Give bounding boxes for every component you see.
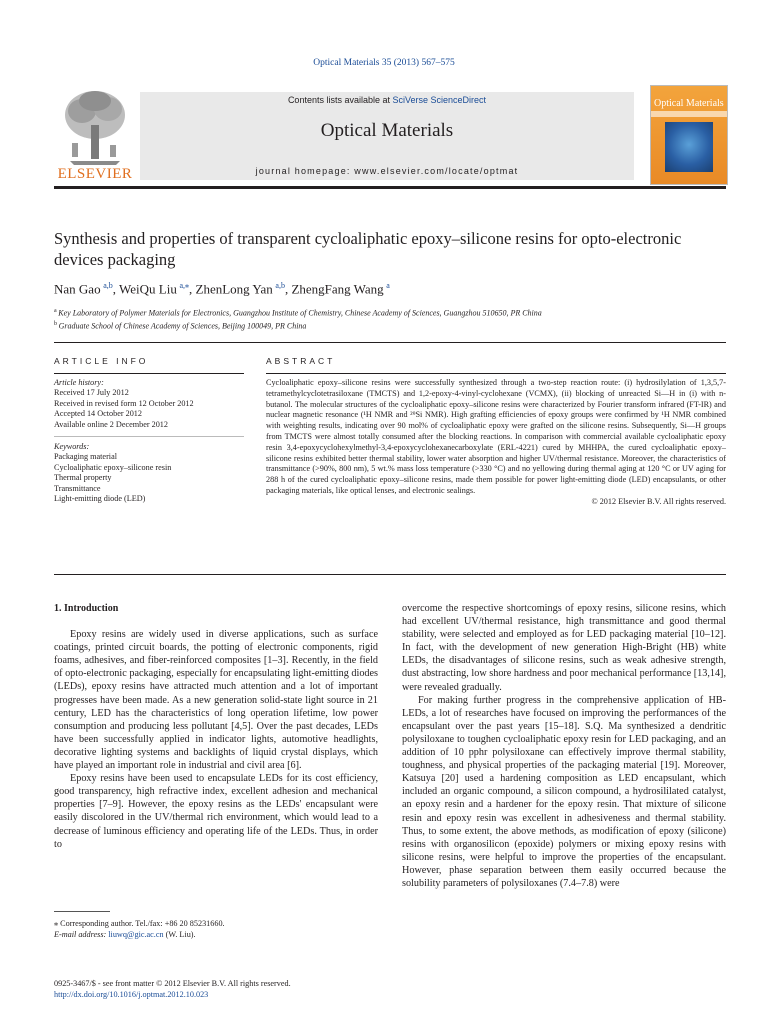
front-matter [54,978,454,1000]
keyword-item: Light-emitting diode (LED) [54,494,146,504]
body-paragraph: For making further progress in the comprehensive application of HB-LEDs, a lot of researches have focused on improving the performances of the encapsulant over the past years [15–18]. S.Q. Ma synthesized a dendritic polysiloxane to toughen cycloaliphatic epoxy resin for LED packaging, and an addition of 10 pphr polysiloxane can effectively improve thermal stability, toughness, and physical properties of the packaging material [19]. Moreover, Katsuya [20] used a hardening composition as LED encapsulant, which included an organic compound, a silicon compound, a hydrosililated catalyst, an epoxy resin and a hardener for the epoxy resin. That mixture of silicone resin and epoxy resin was excellent in adhesiveness and thermal stability. Thus, to some extent, the above methods, as modification of epoxy (silicone) resins with organosilicon (epoxide) polymers or mixing epoxy resins with silicone resins, were helpful to improve the properties of the encapsulant. However, phase separation between them easily occurred because the solubility parameters of polysiloxanes (7.4–7.8) were [402,694,726,889]
email-note: E-mail address: liuwq@gic.ac.cn (W. Liu). [54,930,196,939]
journal-citation[interactable]: Optical Materials 35 (2013) 567–575 [313,58,455,68]
history-item: Received 17 July 2012 [54,388,129,398]
body-column-left [54,602,378,851]
affiliation-item: $^b$ Graduate School of Chinese Academy of Sciences, Beijing 100049, PR China [54,320,307,331]
article-title: Synthesis and properties of transparent cycloaliphatic epoxy–silicone resins for opto-electronic devices packaging [54,229,682,269]
body-column-right [402,602,726,890]
author-name: WeiQu Liu [119,281,177,297]
author-name: ZhenLong Yan [195,281,273,297]
abstract-heading: ABSTRACT [266,356,336,366]
journal-homepage[interactable]: journal homepage: www.elsevier.com/locate/optmat [255,166,519,176]
body-paragraph: Epoxy resins have been used to encapsulate LEDs for its cost efficiency, good transparency, high refractive index, excellent adhesion and mechanical properties [7–9]. However, the epoxy resins as the LEDs' encapsulant were easily discolored in the UV/thermal rich environment, which would lead to a decrease of luminous efficiency and operating life of the LEDs. Thus, in order to [54,773,378,850]
keyword-item: Transmittance [54,483,101,493]
cover-strip [651,111,727,117]
contents-line [140,95,634,105]
history-item: Accepted 14 October 2012 [54,409,142,419]
abstract-rule [266,373,726,374]
journal-banner [140,92,634,180]
journal-cover[interactable] [650,85,728,185]
history-label: Article history: [54,378,104,387]
journal-title: Optical Materials [320,120,454,141]
body-paragraph: overcome the respective shortcomings of epoxy resins, silicone resins, which had excellent UV/thermal resistance, high transmittance and good thermal stability, were selected and employed as for LED packaging material [10–12]. In fact, with the development of new generation High-Bright (HB) white LEDs, the disadvantages of silicone resins, such as weak adhesive strength, dust abstracting, low shore hardness and poor mechanical performance [13,14], were revealed gradually. [402,603,726,693]
footnote-rule [54,911,110,912]
author-affiliation-marker[interactable]: a,⁎ [179,281,189,290]
abstract-bottom-rule [54,574,726,575]
author-affiliation-marker[interactable]: a,b [275,281,285,290]
affiliations [54,306,726,331]
issn-line: 0925-3467/$ - see front matter © 2012 Elsevier B.V. All rights reserved. [54,979,291,988]
author-affiliation-marker[interactable]: a,b [103,281,113,290]
affiliation-item: $^a$ Key Laboratory of Polymer Materials for Electronics, Guangzhou Institute of Chemistry, Chinese Academy of Sciences, Guangzhou 510650, PR China [54,308,542,318]
elsevier-tree-icon [60,87,130,167]
article-info-rule [54,373,244,374]
keywords-label: Keywords: [54,442,90,452]
history-item: Received in revised form 12 October 2012 [54,398,194,408]
abstract-copyright: © 2012 Elsevier B.V. All rights reserved. [591,496,726,506]
abstract-text: Cycloaliphatic epoxy–silicone resins were successfully synthesized through a two-step reaction route: (i) hydrosilylation of 1,3,5,7-tetramethylcyclotetrasiloxane (TMCTS) and 1,2-epoxy-4-vinyl-cyclohexane (VCMX), (ii) blocking of unreacted Si—H in (i) with n-butanol. The molecular structures of the cycloaliphatic epoxy–silicone resins were characterized by Fourier transform infrared (FT-IR) and nuclear magnetic resonance (¹H NMR and ²⁹Si NMR). High grafting efficiencies of epoxy groups were confirmed by ¹H NMR combined with weighting results, indicating over 90 mol% of cycloaliphatic epoxy were grafted on the silicone resins. Subsequently, Si—H groups from TMCTS were almost totally consumed after the blocking reactions. In comparison with commercial available cycloaliphatic epoxy resin 3,4-epoxycyclohexylmethyl-3,4-epoxycyclohexanecarboxylate (ERL-4221) cured by MHHPA, the cured cycloaliphatic epoxy–silicone resins exhibited better thermal stability, lower water absorption and higher UV/thermal resistance. Moreover, the characteristics of transmittance (>90%, 800 nm), 5 wt.% mass loss temperature (>330 °C) and no yellowing during thermal aging at 120 °C or UV aging for 288 h of the cured cycloaliphatic epoxy–silicone resins, made them possible for power light-emitting diode (LED) encapsulants, or other packaging materials, like optical lenses, and electronic sealings. [266,378,726,495]
abstract-body [266,378,726,508]
corresponding-author-note: ⁎ Corresponding author. Tel./fax: +86 20 85231660. [54,919,225,928]
body-paragraph: Epoxy resins are widely used in diverse applications, such as surface coatings, printed circuit boards, the potting of electronic components, rigid foams, adhesives, and fiber-reinforced composites [1–3]. Recently, in the field of opto-electronic packaging, especially for encapsulating light-emitting diodes (LEDs), epoxy resins have attracted much attention and a lot of important progresses have been made. As a new generation solid-state light source in 21 century, LED has the characteristics of long operation lifetime, low power consumption and producing less pollutant [4,5]. Over the past decades, LEDs have been successfully applied in indicator lights, automotive headlights, decorative lighting systems and backlights of liquid crystal displays, which have played an important role in industrial and civil area [6]. [54,629,378,772]
doi-link[interactable]: http://dx.doi.org/10.1016/j.optmat.2012.10.023 [54,990,209,999]
email-link[interactable]: liuwq@gic.ac.cn [108,930,164,939]
footnote [54,918,384,940]
history-item: Available online 2 December 2012 [54,419,168,429]
journal-masthead [54,85,726,185]
author-list: Nan Gao $^{a,b}$, WeiQu Liu $^{a,⁎}$, ZhenLong Yan $^{a,b}$, ZhengFang Wang $^a$ [54,281,390,297]
masthead-rule [54,186,726,189]
section-heading-introduction: 1. Introduction [54,603,119,614]
sciencedirect-link[interactable]: SciVerse ScienceDirect [392,95,487,105]
cover-image-icon [665,122,713,172]
contents-prefix: Contents lists available at [287,95,393,105]
elsevier-logo[interactable] [54,85,136,185]
article-info-heading: ARTICLE INFO [54,356,149,366]
author-name: Nan Gao [54,281,101,297]
cover-title: Optical Materials [654,98,724,109]
article-info [54,378,244,504]
elsevier-wordmark: ELSEVIER [57,166,133,182]
keyword-item: Packaging material [54,452,117,462]
author-affiliation-marker[interactable]: a [386,281,390,290]
keyword-item: Thermal property [54,473,112,483]
info-divider [54,436,244,437]
affiliation-rule [54,342,726,343]
author-name: ZhengFang Wang [291,281,384,297]
keyword-item: Cycloaliphatic epoxy–silicone resin [54,462,172,472]
